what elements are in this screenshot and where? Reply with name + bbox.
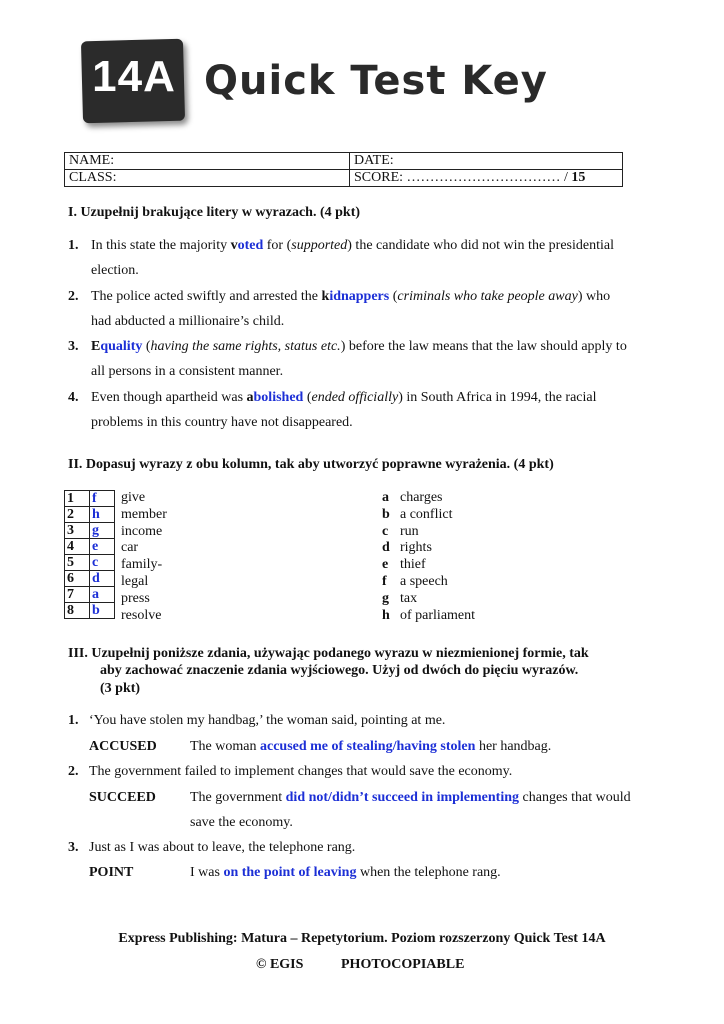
s1-item-2	[91, 289, 610, 305]
match-number: 8	[65, 603, 90, 619]
s3-item-2-answer-line	[190, 790, 631, 806]
s1-item-2-number: 2.	[68, 289, 79, 304]
match-answer: g	[90, 523, 115, 539]
s3-item-1-keyword: ACCUSED	[89, 739, 157, 754]
score-total: 15	[571, 170, 586, 185]
s3-item-2-answer: did not/didn’t succeed in implementing	[285, 790, 520, 805]
footer-publisher: Express Publishing: Matura – Repetytorium. Poziom rozszerzony Quick Test 14A	[118, 931, 606, 946]
s1-item-4	[91, 390, 597, 406]
s1-item-4-number: 4.	[68, 390, 79, 405]
s1-item-3-answer: quality	[100, 339, 143, 354]
section-3-heading-cont: aby zachować znaczenie zdania wyjściowego. Użyj od dwóch do pięciu wyrazów.	[100, 663, 579, 678]
s3-item-3-answer: on the point of leaving	[223, 865, 357, 880]
match-number: 5	[65, 555, 90, 571]
right-letter: f	[382, 573, 387, 589]
match-number: 4	[65, 539, 90, 555]
s3-item-2-number: 2.	[68, 764, 79, 779]
s1-item-2-hint: criminals who take people away	[397, 289, 578, 304]
right-word: thief	[400, 557, 426, 573]
right-word: rights	[400, 540, 432, 556]
left-word: give	[121, 490, 146, 505]
right-letter-list	[382, 490, 390, 624]
s3-item-2-keyword: SUCCEED	[89, 790, 156, 805]
s1-item-4-given: a	[246, 390, 254, 405]
s3-item-1-number: 1.	[68, 713, 79, 728]
s1-item-3-cont: all persons in a consistent manner.	[91, 364, 284, 379]
s1-item-4-text-c: ) in South Africa in 1994, the racial	[398, 390, 597, 405]
score-label: SCORE: …………………………… /	[354, 170, 572, 185]
s1-item-1-text-b: for (	[263, 238, 292, 253]
s1-item-1-given: v	[230, 238, 238, 253]
left-word: member	[121, 506, 167, 522]
match-answer: b	[90, 603, 115, 619]
s3-item-3-answer-line	[190, 865, 501, 881]
s3-item-3-number: 3.	[68, 840, 79, 855]
right-letter: c	[382, 523, 389, 539]
right-word: of parliament	[400, 607, 476, 623]
s3-item-2-sentence: The government failed to implement changes that would save the economy.	[89, 764, 513, 779]
unit-badge-label: 14A	[92, 52, 176, 101]
right-letter: d	[382, 540, 390, 556]
s3-item-3-keyword: POINT	[89, 865, 134, 880]
s1-item-1-text-c: ) the candidate who did not win the presidential	[347, 238, 614, 253]
section-3-points: (3 pkt)	[100, 681, 141, 696]
match-answer: d	[90, 571, 115, 587]
student-info-table	[64, 152, 623, 187]
s3-item-3-sentence: Just as I was about to leave, the telephone rang.	[89, 840, 356, 855]
match-number: 6	[65, 571, 90, 587]
name-field: NAME:	[65, 153, 350, 170]
s1-item-1-text-a: In this state the majority	[91, 238, 231, 253]
match-answer: f	[90, 491, 115, 507]
footer-photocopiable: PHOTOCOPIABLE	[341, 957, 465, 972]
left-word: family-	[121, 557, 163, 573]
s1-item-4-cont: problems in this country have not disappeared.	[91, 415, 353, 430]
s3-item-1-post: her handbag.	[475, 739, 552, 754]
s1-item-1-cont: election.	[91, 263, 139, 278]
right-word: a speech	[400, 573, 448, 589]
s3-item-3-post: when the telephone rang.	[356, 865, 501, 880]
date-field: DATE:	[350, 153, 623, 170]
s1-item-3-given: E	[91, 339, 101, 354]
s1-item-2-answer: idnappers	[329, 289, 390, 304]
s3-item-1-sentence: ‘You have stolen my handbag,’ the woman said, pointing at me.	[89, 713, 446, 728]
right-letter: h	[382, 607, 390, 623]
right-letter: a	[382, 490, 389, 505]
section-1-heading: I. Uzupełnij brakujące litery w wyrazach. (4 pkt)	[68, 205, 361, 220]
s1-item-4-hint: ended officially	[311, 390, 399, 405]
left-word: income	[121, 523, 163, 539]
right-word: tax	[400, 590, 418, 606]
s3-item-2-post: changes that would	[519, 790, 631, 805]
page-title: Quick Test Key	[204, 58, 548, 104]
s1-item-2-text-a: The police acted swiftly and arrested the	[91, 289, 322, 304]
match-answer: a	[90, 587, 115, 603]
match-number: 7	[65, 587, 90, 603]
match-number: 3	[65, 523, 90, 539]
s3-item-1-answer-line	[190, 739, 551, 755]
s3-item-1-pre: The woman	[190, 739, 260, 754]
s3-item-2-pre: The government	[190, 790, 286, 805]
match-answer: h	[90, 507, 115, 523]
right-letter: b	[382, 506, 390, 522]
score-field	[350, 170, 623, 187]
s1-item-2-text-b: (	[389, 289, 398, 304]
s1-item-1-number: 1.	[68, 238, 79, 253]
s3-item-3-pre: I was	[190, 865, 224, 880]
match-answer: e	[90, 539, 115, 555]
class-field: CLASS:	[65, 170, 350, 187]
match-number: 1	[65, 491, 90, 507]
match-answer: c	[90, 555, 115, 571]
s1-item-2-cont: had abducted a millionaire’s child.	[91, 314, 285, 329]
left-word-list	[121, 490, 167, 624]
match-number: 2	[65, 507, 90, 523]
s3-item-2-cont: save the economy.	[190, 815, 293, 830]
s1-item-3-text-c: ) before the law means that the law should apply to	[340, 339, 627, 354]
left-word: press	[121, 590, 150, 606]
left-word: legal	[121, 573, 149, 589]
right-word: a conflict	[400, 506, 453, 522]
s1-item-3	[91, 339, 627, 355]
s1-item-2-given: k	[321, 289, 330, 304]
s3-item-1-answer: accused me of stealing/having stolen	[259, 739, 476, 754]
section-2-heading: II. Dopasuj wyrazy z obu kolumn, tak aby utworzyć poprawne wyrażenia. (4 pkt)	[68, 457, 554, 472]
s1-item-1	[91, 238, 614, 254]
s1-item-4-answer: bolished	[253, 390, 304, 405]
left-word: car	[121, 540, 139, 556]
right-word: run	[400, 523, 419, 539]
s1-item-3-number: 3.	[68, 339, 79, 354]
right-letter: e	[382, 557, 389, 573]
s1-item-4-text-a: Even though apartheid was	[91, 390, 247, 405]
s1-item-4-text-b: (	[303, 390, 312, 405]
s1-item-1-hint: supported	[291, 238, 348, 253]
footer-copyright: © EGIS	[256, 957, 304, 972]
s1-item-2-text-c: ) who	[577, 289, 611, 304]
right-word-list	[400, 490, 475, 624]
right-word: charges	[400, 490, 443, 505]
left-word: resolve	[121, 607, 162, 623]
matching-answer-grid	[64, 490, 115, 619]
section-3-heading: III. Uzupełnij poniższe zdania, używając podanego wyrazu w niezmienionej formie, tak	[68, 646, 589, 661]
s1-item-1-answer: oted	[237, 238, 264, 253]
s1-item-3-hint: having the same rights, status etc.	[150, 339, 341, 354]
right-letter: g	[382, 590, 389, 606]
s1-item-3-text-b: (	[142, 339, 151, 354]
